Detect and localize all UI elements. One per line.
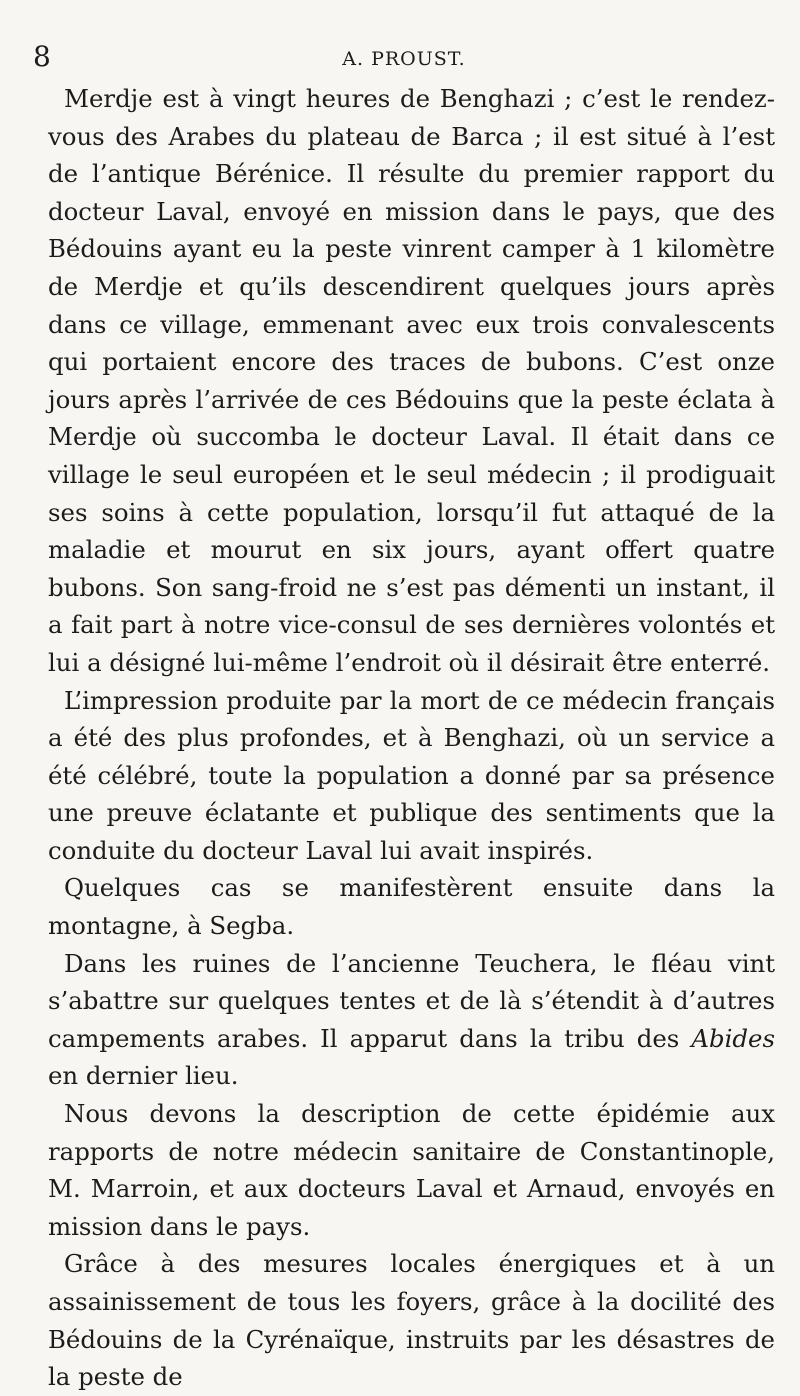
paragraph: Grâce à des mesures locales énergiques et à un assainissement de tous les foyers, grâce à la docilité des Bédouins de la Cyrénaïque, instruits par les désastres de la peste de xyxy=(48,1249,775,1392)
paragraph: Quelques cas se manifestèrent ensuite dans la montagne, à Segba. xyxy=(48,873,775,941)
body-text xyxy=(48,80,775,1396)
page-number: 8 xyxy=(33,40,51,73)
page-header xyxy=(33,40,775,74)
tribe-name-italic: Abides xyxy=(691,1023,775,1053)
paragraph-text: en dernier lieu. xyxy=(48,1061,239,1091)
paragraph: L’impression produite par la mort de ce médecin français a été des plus profondes, et à Benghazi, où un service a été célébré, toute la population a donné par sa présence une preuve éclatante et publique des sentiments que la conduite du docteur Laval lui avait inspirés. xyxy=(48,685,775,865)
paragraph: Nous devons la description de cette épidémie aux rapports de notre médecin sanitaire de Constantinople, M. Marroin, et aux docteurs Laval et Arnaud, envoyés en mission dans le pays. xyxy=(48,1099,775,1241)
running-head: A. PROUST. xyxy=(342,48,466,70)
paragraph xyxy=(48,945,775,1095)
paragraph: Merdje est à vingt heures de Benghazi ; c’est le rendez-vous des Arabes du plateau de Barca ; il est situé à l’est de l’antique Bérénice. Il résulte du premier rapport du docteur Laval, envoyé en mission dans le pays, que des Bédouins ayant eu la peste vinrent camper à 1 kilomètre de Merdje et qu’ils descendirent quelques jours après dans ce village, emmenant avec eux trois convalescents qui portaient encore des traces de bubons. C’est onze jours après l’arrivée de ces Bédouins que la peste éclata à Merdje où succomba le docteur Laval. Il était dans ce village le seul européen et le seul médecin ; il prodiguait ses soins à cette population, lorsqu’il fut attaqué de la maladie et mourut en six jours, ayant offert quatre bubons. Son sang-froid ne s’est pas démenti un instant, il a fait part à notre vice-consul de ses dernières volontés et lui a désigné lui-même l’endroit où il désirait être enterré. xyxy=(48,84,775,677)
paragraph-text: Dans les ruines de l’ancienne Teuchera, le fléau vint s’abattre sur quelques tentes et de là s’étendit à d’autres campements arabes. Il apparut dans la tribu des xyxy=(48,948,775,1053)
